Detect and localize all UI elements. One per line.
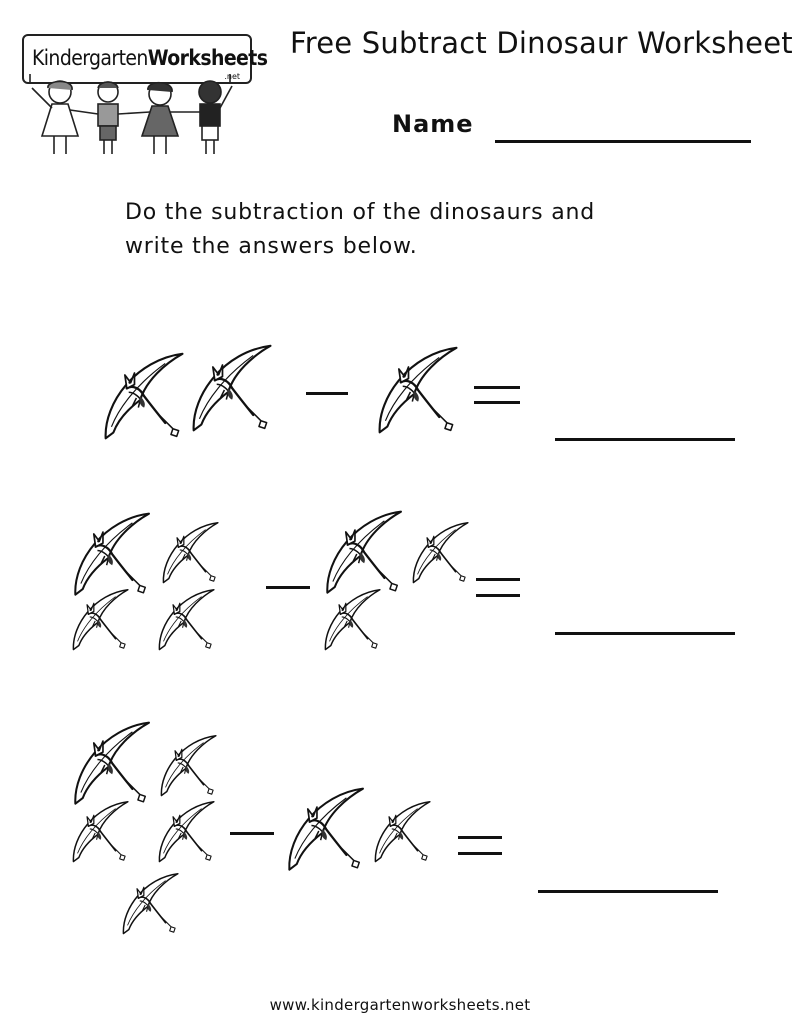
equals-sign-top bbox=[474, 386, 520, 389]
pterodactyl-icon bbox=[408, 518, 476, 590]
pterodactyl-icon bbox=[282, 782, 374, 880]
answer-line-1[interactable] bbox=[555, 438, 735, 441]
logo-wordmark bbox=[32, 46, 267, 70]
pterodactyl-icon bbox=[154, 796, 222, 870]
logo-suffix: .net bbox=[224, 72, 240, 81]
page-title: Free Subtract Dinosaur Worksheet bbox=[290, 26, 793, 60]
pterodactyl-icon bbox=[154, 584, 222, 658]
pterodactyl-icon bbox=[372, 342, 468, 442]
instructions-line-1: Do the subtraction of the dinosaurs and bbox=[125, 200, 595, 225]
logo-word-worksheets: Worksheets bbox=[147, 46, 268, 70]
equals-sign-bottom bbox=[458, 852, 502, 855]
logo-word-kindergarten: Kindergarten bbox=[32, 46, 148, 70]
answer-line-2[interactable] bbox=[555, 632, 735, 635]
kids-holding-hands-icon bbox=[18, 74, 253, 160]
pterodactyl-icon bbox=[186, 340, 282, 440]
equals-sign-top bbox=[458, 836, 502, 839]
minus-sign bbox=[230, 832, 274, 835]
equals-sign-bottom bbox=[476, 594, 520, 597]
minus-sign bbox=[266, 586, 310, 589]
pterodactyl-icon bbox=[68, 796, 136, 870]
name-label: Name bbox=[392, 110, 474, 138]
answer-line-3[interactable] bbox=[538, 890, 718, 893]
pterodactyl-icon bbox=[118, 868, 186, 942]
instructions bbox=[125, 196, 725, 264]
pterodactyl-icon bbox=[68, 584, 136, 658]
instructions-line-2: write the answers below. bbox=[125, 234, 418, 259]
site-logo bbox=[18, 20, 268, 160]
equals-sign-bottom bbox=[474, 401, 520, 404]
pterodactyl-icon bbox=[98, 348, 194, 448]
name-field-line[interactable] bbox=[495, 140, 751, 143]
footer-url[interactable]: www.kindergartenworksheets.net bbox=[269, 996, 531, 1014]
pterodactyl-icon bbox=[320, 584, 388, 658]
pterodactyl-icon bbox=[158, 518, 226, 590]
equals-sign-top bbox=[476, 578, 520, 581]
minus-sign bbox=[306, 392, 348, 395]
pterodactyl-icon bbox=[156, 730, 224, 804]
pterodactyl-icon bbox=[370, 796, 438, 870]
